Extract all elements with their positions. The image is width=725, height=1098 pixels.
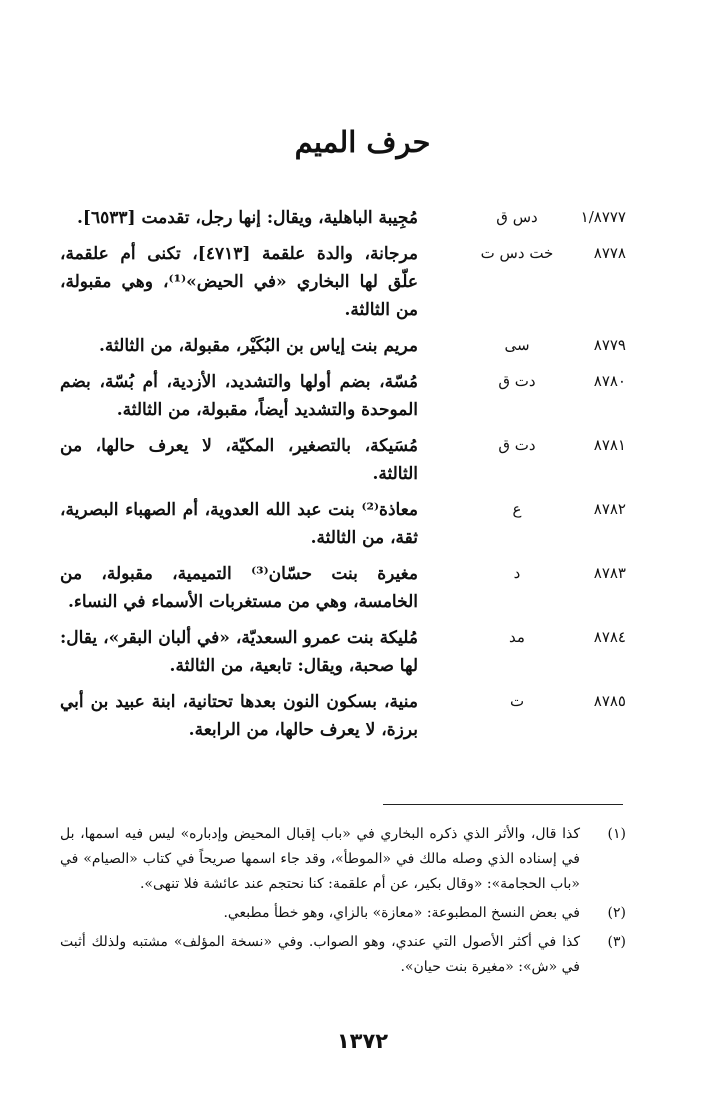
entry-number: ٨٧٨٢ [593, 500, 626, 518]
entry-number: ٨٧٧٨ [593, 244, 626, 262]
entry-text: مريم بنت إياس بن البُكَيْر، مقبولة، من الثالثة. [99, 336, 418, 356]
entry [60, 688, 626, 744]
entry [60, 332, 626, 360]
footnote-divider [383, 804, 623, 805]
entry-number: ٨٧٨١ [593, 436, 626, 454]
entry-codes: ع [512, 500, 522, 518]
entry-number: ١/٨٧٧٧ [580, 208, 626, 226]
entry [60, 624, 626, 680]
entry-number: ٨٧٨٤ [593, 628, 626, 646]
footnote-text: كذا قال، والأثر الذي ذكره البخاري في «باب إقبال المحيض وإدباره» ليس فيه اسمها، بل في إسناده الذي وصله مالك في «الموطأ»، وقد جاء اسمها صريحاً في كتاب «الصيام» في «باب الحجامة»: «وقال بكير، عن أم علقمة: كنا نحتجم عند عائشة فلا تنهى». [60, 826, 580, 892]
entry [60, 240, 626, 324]
entry-number: ٨٧٨٥ [593, 692, 626, 710]
entry-text: مُسَيكة، بالتصغير، المكيّة، لا يعرف حالها، من الثالثة. [60, 436, 418, 484]
entry-codes: دت ق [498, 372, 536, 390]
footnote-number: (١) [607, 826, 626, 842]
entry [60, 368, 626, 424]
entry-codes: خت دس ت [480, 244, 554, 262]
entry-codes: ت [509, 692, 525, 710]
entry-number: ٨٧٨٠ [593, 372, 626, 390]
footnote-text: في بعض النسخ المطبوعة: «معازة» بالزاي، وهو خطأ مطبعي. [223, 905, 580, 921]
entry [60, 496, 626, 552]
footnote-number: (٢) [607, 905, 626, 921]
entry-codes: دس ق [496, 208, 538, 226]
page-heading: حرف الميم [294, 125, 431, 159]
footnote [60, 901, 626, 926]
page-number: ١٣٧٢ [336, 1029, 389, 1053]
entry-number: ٨٧٨٣ [593, 564, 626, 582]
footnote-number: (٣) [607, 934, 626, 950]
entry-text: مُسّة، بضم أولها والتشديد، الأزدية، أم بُسّة، بضم الموحدة والتشديد أيضاً، مقبولة، من الثالثة. [60, 372, 418, 420]
footnote-text: كذا في أكثر الأصول التي عندي، وهو الصواب. وفي «نسخة المؤلف» مشتبه ولذلك أثبت في «ش»: «مغيرة بنت حيان». [60, 934, 580, 975]
entry-codes: د [513, 564, 521, 582]
entry [60, 432, 626, 488]
entry-text: منية، بسكون النون بعدها تحتانية، ابنة عبيد بن أبي برزة، لا يعرف حالها، من الرابعة. [60, 692, 418, 740]
footnote [60, 930, 626, 980]
entry-text: مُجِيبة الباهلية، ويقال: إنها رجل، تقدمت [٦٥٣٣]. [77, 208, 418, 228]
footnotes [60, 822, 626, 984]
entry-codes: سى [504, 336, 530, 354]
entry-text: معاذة⁽²⁾ بنت عبد الله العدوية، أم الصهباء البصرية، ثقة، من الثالثة. [60, 500, 418, 548]
entry-codes: دت ق [498, 436, 536, 454]
footnote [60, 822, 626, 897]
entry-number: ٨٧٧٩ [593, 336, 626, 354]
entry-text: مغيرة بنت حسّان⁽³⁾ التميمية، مقبولة، من الخامسة، وهي من مستغربات الأسماء في النساء. [60, 564, 418, 612]
entry-text: مُليكة بنت عمرو السعديّة، «في ألبان البقر»، يقال: لها صحبة، ويقال: تابعية، من الثالثة. [60, 628, 418, 676]
entry [60, 560, 626, 616]
entry [60, 204, 626, 232]
entry-codes: مد [509, 628, 525, 646]
entry-text: مرجانة، والدة علقمة [٤٧١٣]، تكنى أم علقمة، علّق لها البخاري «في الحيض»⁽¹⁾، وهي مقبولة، من الثالثة. [60, 244, 418, 320]
entries-list [60, 204, 626, 752]
